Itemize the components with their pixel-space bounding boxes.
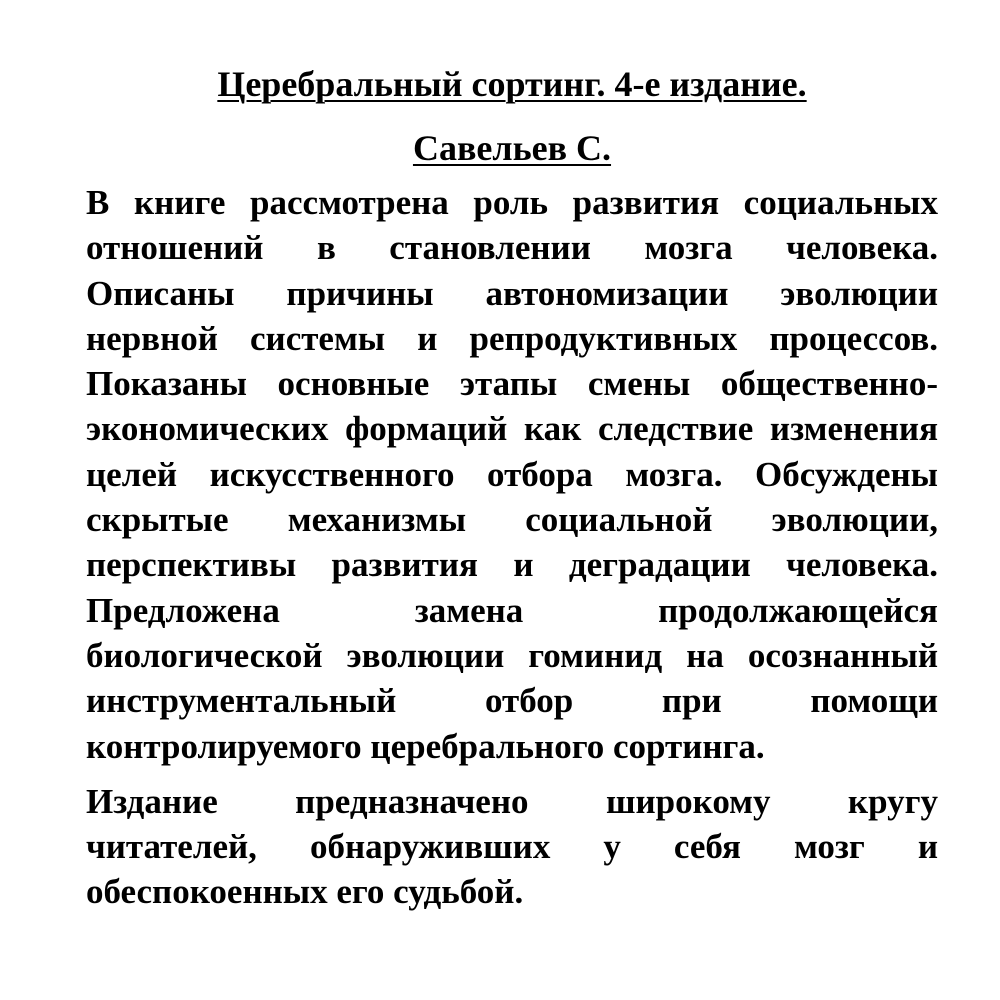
paragraph-line: Показаны основные этапы смены общественно- (86, 364, 938, 404)
paragraph-line: экономических формаций как следствие изменения (86, 409, 938, 449)
paragraph-line: обеспокоенных его судьбой. (86, 872, 524, 912)
paragraph-line: целей искусственного отбора мозга. Обсуждены (86, 454, 938, 494)
paragraph-line: нервной системы и репродуктивных процессов. (86, 318, 938, 358)
paragraph-line: читателей, обнаруживших у себя мозг и (86, 827, 938, 867)
paragraph-line: перспективы развития и деградации человека. (86, 545, 938, 585)
paragraph-line: отношений в становлении мозга человека. (86, 228, 938, 268)
book-author: Савельев С. (412, 128, 612, 168)
paragraph-line: инструментальный отбор при помощи (86, 681, 938, 721)
paragraph-line: Предложена замена продолжающейся (86, 590, 938, 630)
paragraph-line: Описаны причины автономизации эволюции (86, 273, 938, 313)
paragraph-line: Издание предназначено широкому кругу (86, 781, 938, 821)
paragraph-line: биологической эволюции гоминид на осознанный (86, 635, 938, 675)
document-page (86, 58, 938, 915)
book-title: Церебральный сортинг. 4-е издание. (217, 64, 807, 104)
audience-paragraph (86, 779, 938, 915)
paragraph-line: В книге рассмотрена роль развития социальных (86, 183, 938, 222)
description-paragraph (86, 180, 938, 769)
paragraph-line: контролируемого церебрального сортинга. (86, 726, 765, 766)
paragraph-line: скрытые механизмы социальной эволюции, (86, 500, 938, 540)
